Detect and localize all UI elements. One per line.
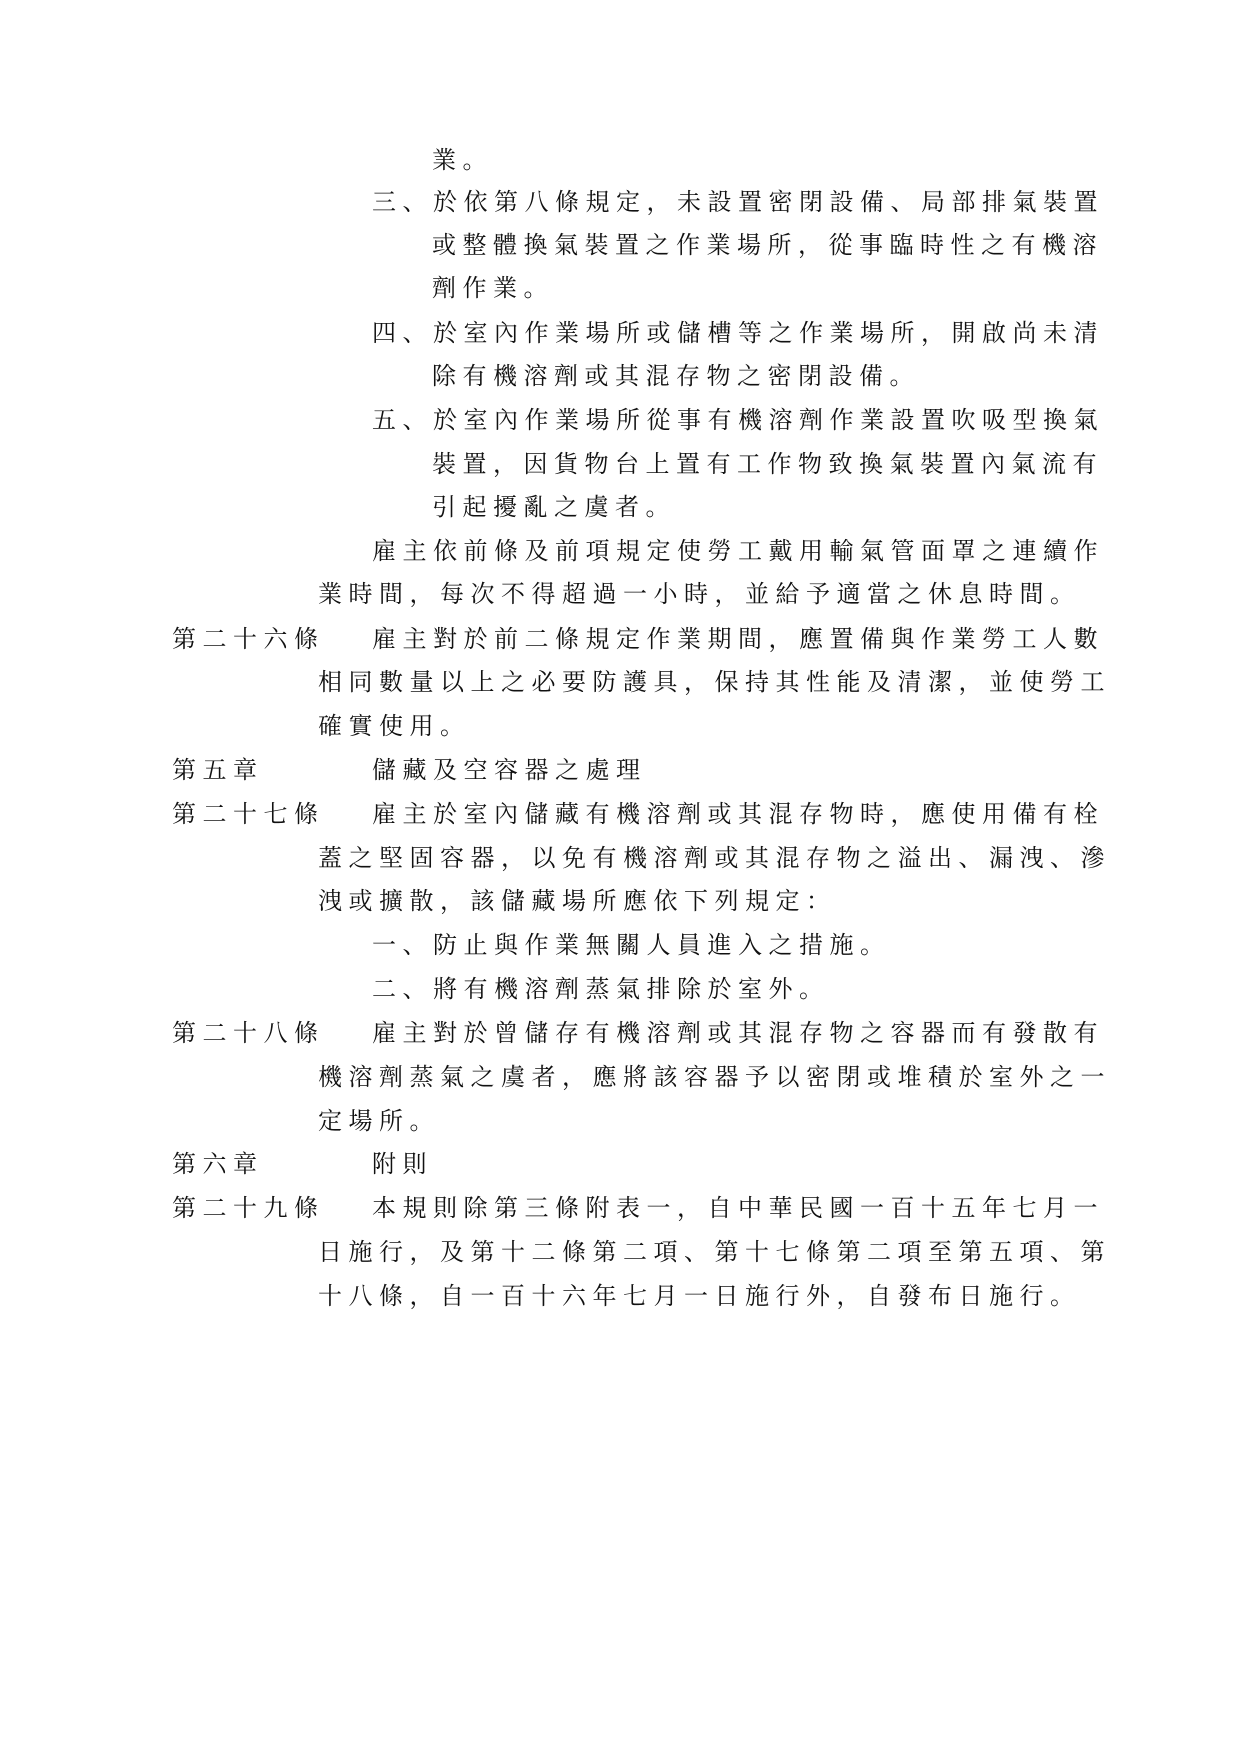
article-text-28-cont: 定場所。 <box>318 1107 440 1135</box>
list-item-3-cont: 或整體換氣裝置之作業場所，從事臨時性之有機溶 <box>432 231 1103 259</box>
list-item-3-cont: 劑作業。 <box>432 274 554 302</box>
paragraph: 雇主依前條及前項規定使勞工戴用輸氣管面罩之連續作 <box>372 537 1104 565</box>
chapter-label-5: 第五章 <box>172 756 264 784</box>
list-item-1: 一、防止與作業無關人員進入之措施。 <box>372 931 891 959</box>
article-text-27-cont: 蓋之堅固容器，以免有機溶劑或其混存物之溢出、漏洩、滲 <box>318 844 1111 872</box>
article-text-27-cont: 洩或擴散，該儲藏場所應依下列規定： <box>318 887 837 915</box>
article-text-28: 雇主對於曾儲存有機溶劑或其混存物之容器而有發散有 <box>372 1019 1104 1047</box>
list-item-5-cont: 裝置，因貨物台上置有工作物致換氣裝置內氣流有 <box>432 450 1103 478</box>
paragraph-cont: 業時間，每次不得超過一小時，並給予適當之休息時間。 <box>318 580 1081 608</box>
article-label-27: 第二十七條 <box>172 800 325 828</box>
article-label-29: 第二十九條 <box>172 1194 325 1222</box>
chapter-title-5: 儲藏及空容器之處理 <box>372 756 647 784</box>
text-line: 業。 <box>432 146 493 174</box>
list-item-2: 二、將有機溶劑蒸氣排除於室外。 <box>372 975 830 1003</box>
chapter-label-6: 第六章 <box>172 1150 264 1178</box>
article-label-26: 第二十六條 <box>172 625 325 653</box>
article-text-27: 雇主於室內儲藏有機溶劑或其混存物時，應使用備有栓 <box>372 800 1104 828</box>
article-text-29-cont: 日施行，及第十二條第二項、第十七條第二項至第五項、第 <box>318 1238 1111 1266</box>
article-text-28-cont: 機溶劑蒸氣之虞者，應將該容器予以密閉或堆積於室外之一 <box>318 1063 1111 1091</box>
article-label-28: 第二十八條 <box>172 1019 325 1047</box>
list-item-4-cont: 除有機溶劑或其混存物之密閉設備。 <box>432 362 920 390</box>
article-text-29: 本規則除第三條附表一，自中華民國一百十五年七月一 <box>372 1194 1104 1222</box>
list-item-5: 五、於室內作業場所從事有機溶劑作業設置吹吸型換氣 <box>372 406 1104 434</box>
article-text-26: 雇主對於前二條規定作業期間，應置備與作業勞工人數 <box>372 625 1104 653</box>
list-item-5-cont: 引起擾亂之虞者。 <box>432 493 676 521</box>
article-text-26-cont: 相同數量以上之必要防護具，保持其性能及清潔，並使勞工 <box>318 668 1111 696</box>
article-text-29-cont: 十八條，自一百十六年七月一日施行外，自發布日施行。 <box>318 1282 1081 1310</box>
list-item-3: 三、於依第八條規定，未設置密閉設備、局部排氣裝置 <box>372 188 1104 216</box>
list-item-4: 四、於室內作業場所或儲槽等之作業場所，開啟尚未清 <box>372 319 1104 347</box>
article-text-26-cont: 確實使用。 <box>318 712 471 740</box>
chapter-title-6: 附則 <box>372 1150 433 1178</box>
